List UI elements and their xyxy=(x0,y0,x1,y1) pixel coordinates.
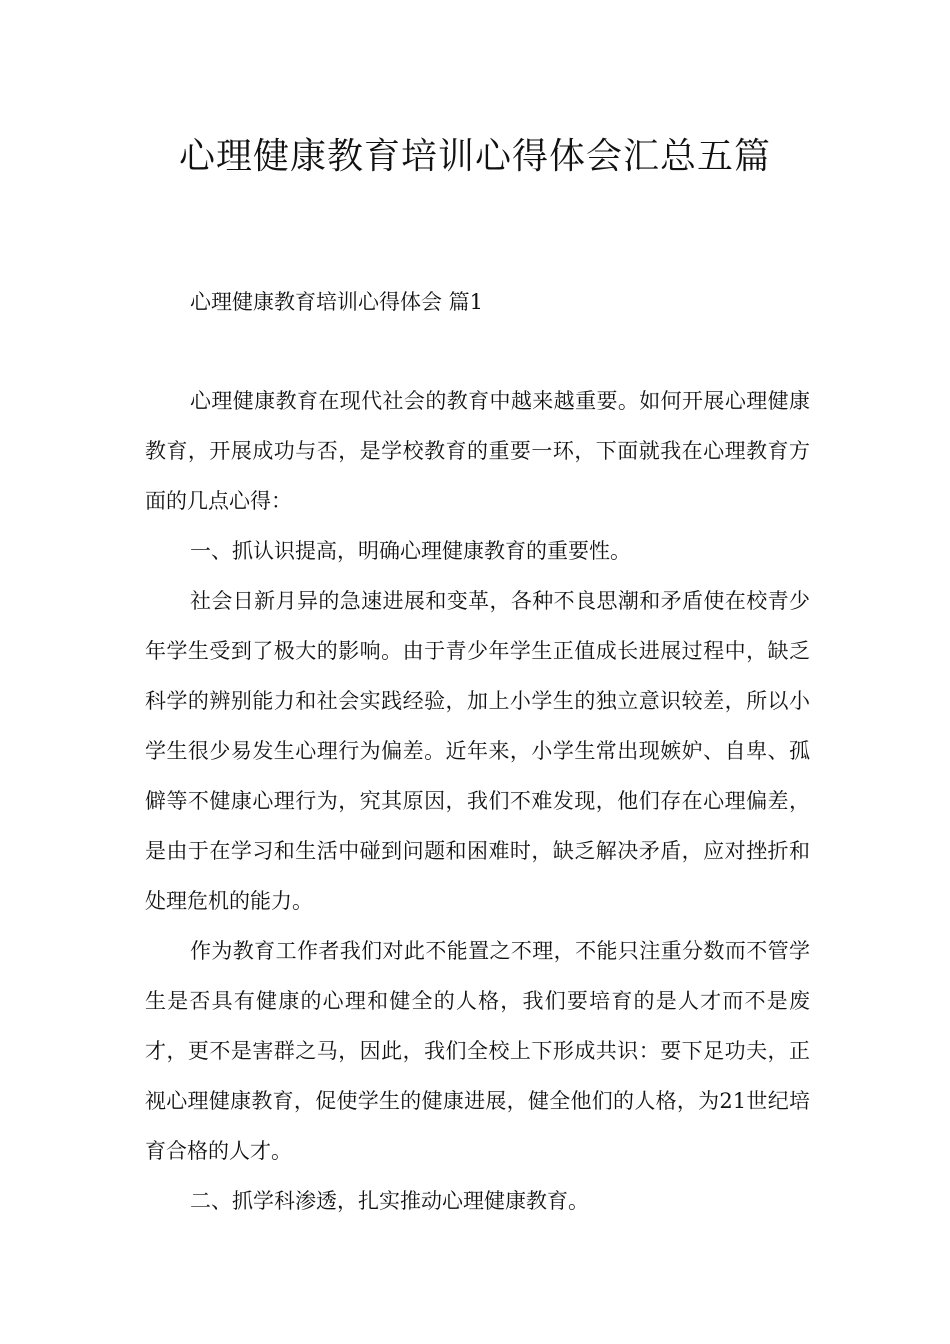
paragraph-social-change: 社会日新月异的急速进展和变革，各种不良思潮和矛盾使在校青少年学生受到了极大的影响。由于青少年学生正值成长进展过程中，缺乏科学的辨别能力和社会实践经验，加上小学生的独立意识较差，所以小学生很少易发生心理行为偏差。近年来，小学生常出现嫉妒、自卑、孤僻等不健康心理行为，究其原因，我们不难发现，他们存在心理偏差，是由于在学习和生活中碰到问题和困难时，缺乏解决矛盾，应对挫折和处理危机的能力。 xyxy=(145,589,810,913)
paragraph-point-two: 二、抓学科渗透，扎实推动心理健康教育。 xyxy=(190,1189,589,1213)
paragraph-point-one: 一、抓认识提高，明确心理健康教育的重要性。 xyxy=(190,539,631,563)
paragraph-educator-role: 作为教育工作者我们对此不能置之不理，不能只注重分数而不管学生是否具有健康的心理和健全的人格，我们要培育的是人才而不是废才，更不是害群之马，因此，我们全校上下形成共识：要下足功夫，正视心理健康教育，促使学生的健康进展，健全他们的人格，为21世纪培育合格的人才。 xyxy=(145,939,810,1163)
document-body xyxy=(145,376,810,1226)
paragraph-intro: 心理健康教育在现代社会的教育中越来越重要。如何开展心理健康教育，开展成功与否，是学校教育的重要一环，下面就我在心理教育方面的几点心得： xyxy=(145,389,810,513)
document-title: 心理健康教育培训心得体会汇总五篇 xyxy=(178,136,771,177)
section-heading: 心理健康教育培训心得体会 篇1 xyxy=(190,290,484,314)
